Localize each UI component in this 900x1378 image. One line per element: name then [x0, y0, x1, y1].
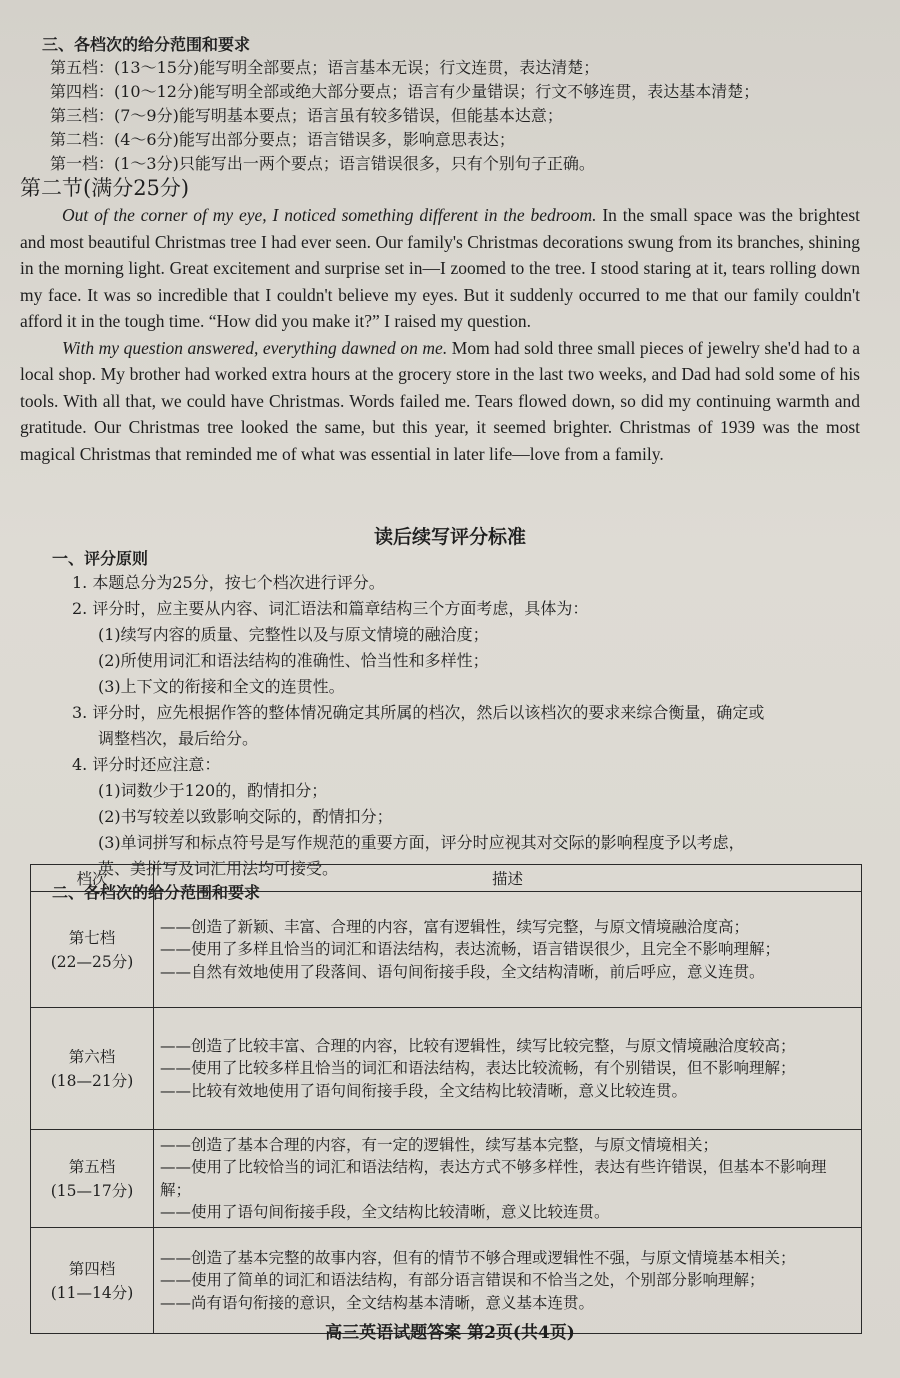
- standard-title: 读后续写评分标准: [373, 526, 526, 548]
- description-column-header: 描述: [154, 865, 862, 892]
- level-cell: [31, 1130, 154, 1228]
- principle-subitem: (1)续写内容的质量、完整性以及与原文情境的融洽度；: [98, 625, 489, 644]
- essay-paragraph: [20, 202, 860, 335]
- level-name: 第六档: [68, 1047, 116, 1066]
- paragraph-lead: Out of the corner of my eye, I noticed something different in the bedroom.: [62, 205, 597, 225]
- page-footer: 高三英语试题答案 第2页(共4页): [325, 1323, 575, 1343]
- level-line: 第一档：(1～3分)只能写出一两个要点；语言错误很多，只有个别句子正确。: [50, 154, 595, 173]
- description-cell: [154, 892, 862, 1008]
- principle-subitem: (3)单词拼写和标点符号是写作规范的重要方面，评分时应视其对交际的影响程度予以考虑，: [98, 833, 745, 852]
- description-text: ——创造了新颖、丰富、合理的内容，富有逻辑性，续写完整，与原文情境融洽度高； ——使用了多样且恰当的词汇和语法结构，表达流畅，语言错误很少，且完全不影响理解； ——自然有效地使用了段落间、语句间衔接手段，全文结构清晰，前后呼应，意义连贯。: [160, 917, 781, 981]
- principles-heading: 一、评分原则: [52, 549, 149, 568]
- principle-subitem: (2)所使用词汇和语法结构的准确性、恰当性和多样性；: [98, 651, 489, 670]
- principle-subitem: 调整档次，最后给分。: [98, 729, 259, 748]
- principle-subitem: (1)词数少于120的，酌情扣分；: [98, 781, 328, 800]
- section-two: [20, 174, 860, 467]
- level-range: (22—25分): [50, 952, 134, 971]
- principle-item: 2. 评分时，应主要从内容、词汇语法和篇章结构三个方面考虑，具体为：: [72, 599, 589, 618]
- principle-item: 1. 本题总分为25分，按七个档次进行评分。: [72, 573, 385, 592]
- grading-levels-section: [42, 34, 862, 176]
- paragraph-body: Mom had sold three small pieces of jewelry she'd had to a local shop. My brother had worked extra hours at the grocery store in the last two weeks, and Dad had sold some of his tools. With all that, we could have Christmas. Words failed me. Tears flowed down, so did my continuing warmth and gratitude. Our Christmas tree looked the same, but this year, it seemed brighter. Christmas of 1939 was the most magical Christmas that reminded me of what was essential in later life—love from a family.: [20, 337, 861, 464]
- range-heading: 二、各档次的给分范围和要求: [52, 883, 261, 902]
- description-text: ——创造了基本合理的内容，有一定的逻辑性，续写基本完整，与原文情境相关； ——使用了比较恰当的词汇和语法结构，表达方式不够多样性，表达有些许错误，但基本不影响理解； ——使用了语句间衔接手段，全文结构比较清晰，意义比较连贯。: [160, 1135, 827, 1221]
- essay-paragraph: [20, 335, 860, 468]
- paragraph-lead: With my question answered, everything dawned on me.: [62, 337, 448, 358]
- level-cell: [31, 892, 154, 1008]
- table-header-row: [31, 865, 862, 892]
- principle-item: 4. 评分时还应注意：: [72, 755, 221, 774]
- description-text: ——创造了基本完整的故事内容，但有的情节不够合理或逻辑性不强，与原文情境基本相关； ——使用了简单的词汇和语法结构，有部分语言错误和不恰当之处，个别部分影响理解； ——尚有语句衔接的意识，全文结构基本清晰，意义基本连贯。: [160, 1248, 796, 1312]
- table-row: [31, 1130, 862, 1228]
- table-row: [31, 1008, 862, 1130]
- level-range: (11—14分): [50, 1283, 134, 1302]
- level-name: 第四档: [68, 1259, 116, 1278]
- principle-item: 3. 评分时，应先根据作答的整体情况确定其所属的档次，然后以该档次的要求来综合衡量，确定或: [72, 703, 765, 722]
- level-name: 第七档: [68, 928, 116, 947]
- level-range: (15—17分): [50, 1181, 134, 1200]
- model-essay: [20, 202, 860, 467]
- section-title: 第二节(满分25分): [20, 176, 190, 200]
- table-row: [31, 892, 862, 1008]
- level-column-header: 档次: [31, 865, 154, 892]
- grading-table: [30, 864, 862, 1334]
- principles-section: [52, 548, 868, 904]
- level-line: 第二档：(4～6分)能写出部分要点；语言错误多，影响意思表达；: [50, 130, 515, 149]
- level-line: 第四档：(10～12分)能写明全部或绝大部分要点；语言有少量错误；行文不够连贯，表达基本清楚；: [50, 82, 760, 101]
- level-line: 第五档：(13～15分)能写明全部要点；语言基本无误；行文连贯，表达清楚；: [50, 58, 600, 77]
- level-line: 第三档：(7～9分)能写明基本要点；语言虽有较多错误，但能基本达意；: [50, 106, 563, 125]
- principle-subitem: (3)上下文的衔接和全文的连贯性。: [98, 677, 345, 696]
- paragraph-body: In the small space was the brightest and most beautiful Christmas tree I had ever seen. Our family's Christmas decorations swung from its branches, shining in the morning light. Great excitement and surprise set in—I zoomed to the tree. I stood staring at it, tears rolling down my face. It was so incredible that I couldn't believe my eyes. But it suddenly occurred to me that our family couldn't afford it in the tough time. “How did you make it?” I raised my question.: [20, 205, 860, 331]
- description-text: ——创造了比较丰富、合理的内容，比较有逻辑性，续写比较完整，与原文情境融洽度较高； ——使用了比较多样且恰当的词汇和语法结构，表达比较流畅，有个别错误，但不影响理解； ——比较有效地使用了语句间衔接手段，全文结构比较清晰，意义比较连贯。: [160, 1036, 796, 1100]
- level-range: (18—21分): [50, 1071, 134, 1090]
- level-cell: [31, 1008, 154, 1130]
- level-name: 第五档: [68, 1157, 116, 1176]
- principle-subitem: 英、美拼写及词汇用法均可接受。: [98, 859, 339, 878]
- section-heading: 三、各档次的给分范围和要求: [42, 35, 251, 54]
- description-cell: [154, 1008, 862, 1130]
- principle-subitem: (2)书写较差以致影响交际的，酌情扣分；: [98, 807, 393, 826]
- description-cell: [154, 1130, 862, 1228]
